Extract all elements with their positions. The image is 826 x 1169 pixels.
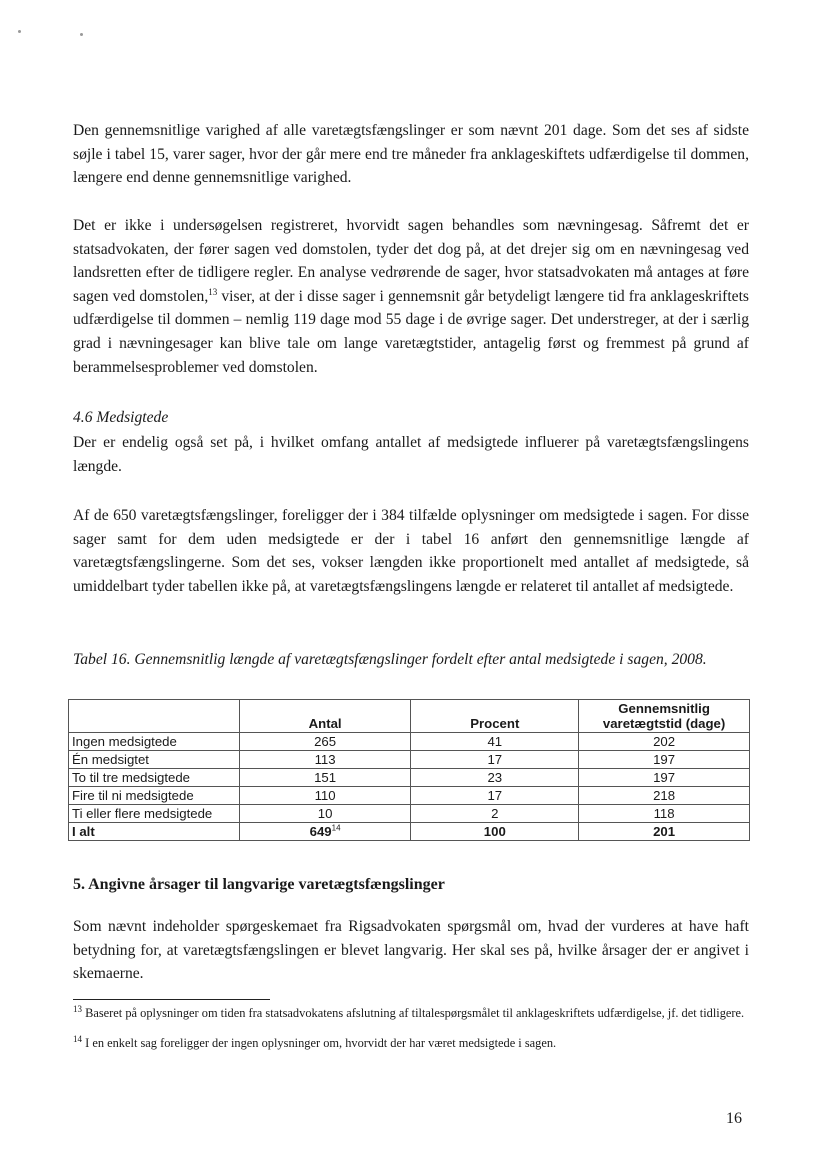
scan-speck	[80, 33, 83, 36]
total-procent: 100	[411, 823, 579, 841]
cell-antal: 265	[239, 733, 411, 751]
row-label: To til tre medsigtede	[69, 769, 240, 787]
header-dage: Gennemsnitlig varetægtstid (dage)	[579, 700, 750, 733]
table-16	[68, 699, 750, 841]
cell-procent: 41	[411, 733, 579, 751]
cell-procent: 17	[411, 751, 579, 769]
paragraph-5: Som nævnt indeholder spørgeskemaet fra Rigsadvokaten spørgsmål om, hvad der vurderes at have haft betydning for, at varetægtsfængslingen er blevet langvarig. Her skal ses på, hvilke årsager der er angivet i skemaerne.	[73, 918, 749, 983]
cell-dage: 218	[579, 787, 750, 805]
table-row	[69, 769, 750, 787]
row-label: Ingen medsigtede	[69, 733, 240, 751]
footnote-divider	[73, 999, 270, 1000]
footnote-13-text: Baseret på oplysninger om tiden fra statsadvokatens afslutning af tiltalespørgsmålet til anklageskriftets udfærdigelse, jf. det tidligere.	[82, 1006, 745, 1020]
table-header-row	[69, 700, 750, 733]
cell-dage: 197	[579, 769, 750, 787]
section-title-5: 5. Angivne årsager til langvarige varetægtsfængslinger	[73, 876, 445, 893]
section-title-4-6: 4.6 Medsigtede	[73, 409, 169, 426]
cell-antal: 151	[239, 769, 411, 787]
header-label	[69, 700, 240, 733]
footnote-ref-14[interactable]: 14	[331, 823, 341, 833]
cell-antal: 10	[239, 805, 411, 823]
footnote-13-marker: 13	[73, 1003, 82, 1014]
total-antal-value: 649	[309, 824, 332, 839]
cell-dage: 197	[579, 751, 750, 769]
total-label: I alt	[69, 823, 240, 841]
row-label: Fire til ni medsigtede	[69, 787, 240, 805]
footnote-14	[73, 1033, 753, 1051]
cell-procent: 17	[411, 787, 579, 805]
cell-antal: 110	[239, 787, 411, 805]
cell-procent: 2	[411, 805, 579, 823]
table-row	[69, 787, 750, 805]
total-dage: 201	[579, 823, 750, 841]
row-label: Ti eller flere medsigtede	[69, 805, 240, 823]
footnote-13	[73, 1003, 753, 1021]
paragraph-2-text-b: viser, at der i disse sager i gennemsnit går betydeligt længere tid fra anklageskriftets udfærdigelse til dommen – nemlig 119 dage mod 55 dage i de øvrige sager. Det understreger, at der i særlig grad i nævningesager kan blive tale om lange varetægtstider, antagelig først og fremmest på grund af berammelsesproblemer ved domstolen.	[73, 287, 749, 376]
paragraph-2	[73, 214, 749, 379]
paragraph-1: Den gennemsnitlige varighed af alle varetægtsfængslinger er som nævnt 201 dage. Som det ses af sidste søjle i tabel 15, varer sager, hvor der går mere end tre måneder fra anklageskiftets udfærdigelse til dommen, længere end denne gennemsnitlige varighed.	[73, 122, 749, 187]
total-antal	[239, 823, 411, 841]
paragraph-3: Der er endelig også set på, i hvilket omfang antallet af medsigtede influerer på varetægtsfængslingens længde.	[73, 434, 749, 475]
paragraph-2-text-a: Det er ikke i undersøgelsen registreret, hvorvidt sagen behandles som nævningesag. Såfremt det er statsadvokaten, der fører sagen ved domstolen, tyder det dog på, at det drejer sig om en nævningesag ved landsretten efter de tidligere regler. En analyse vedrørende de sager, hvor statsadvokaten må antages at føre sagen ved domstolen,	[73, 217, 749, 305]
footnote-ref-13[interactable]: 13	[208, 286, 218, 297]
cell-dage: 118	[579, 805, 750, 823]
cell-procent: 23	[411, 769, 579, 787]
cell-antal: 113	[239, 751, 411, 769]
table-total-row	[69, 823, 750, 841]
row-label: Én medsigtet	[69, 751, 240, 769]
scan-speck	[18, 30, 21, 33]
header-antal: Antal	[239, 700, 411, 733]
table-caption: Tabel 16. Gennemsnitlig længde af varetægtsfængslinger fordelt efter antal medsigtede i sagen, 2008.	[73, 651, 707, 668]
paragraph-4: Af de 650 varetægtsfængslinger, foreligger der i 384 tilfælde oplysninger om medsigtede i sagen. For disse sager samt for dem uden medsigtede er der i tabel 16 anført den gennemsnitlige længde af varetægtsfængslingerne. Som det ses, vokser længden ikke proportionelt med antallet af medsigtede, så umiddelbart tyder tabellen ikke på, at varetægtsfængslingens længde er relateret til antallet af medsigtede.	[73, 507, 749, 595]
cell-dage: 202	[579, 733, 750, 751]
header-procent: Procent	[411, 700, 579, 733]
footnote-14-text: I en enkelt sag foreligger der ingen oplysninger om, hvorvidt der har været medsigtede i sagen.	[82, 1036, 557, 1050]
table-row	[69, 751, 750, 769]
table-row	[69, 733, 750, 751]
footnote-14-marker: 14	[73, 1033, 82, 1044]
table-row	[69, 805, 750, 823]
page-number: 16	[726, 1110, 742, 1127]
